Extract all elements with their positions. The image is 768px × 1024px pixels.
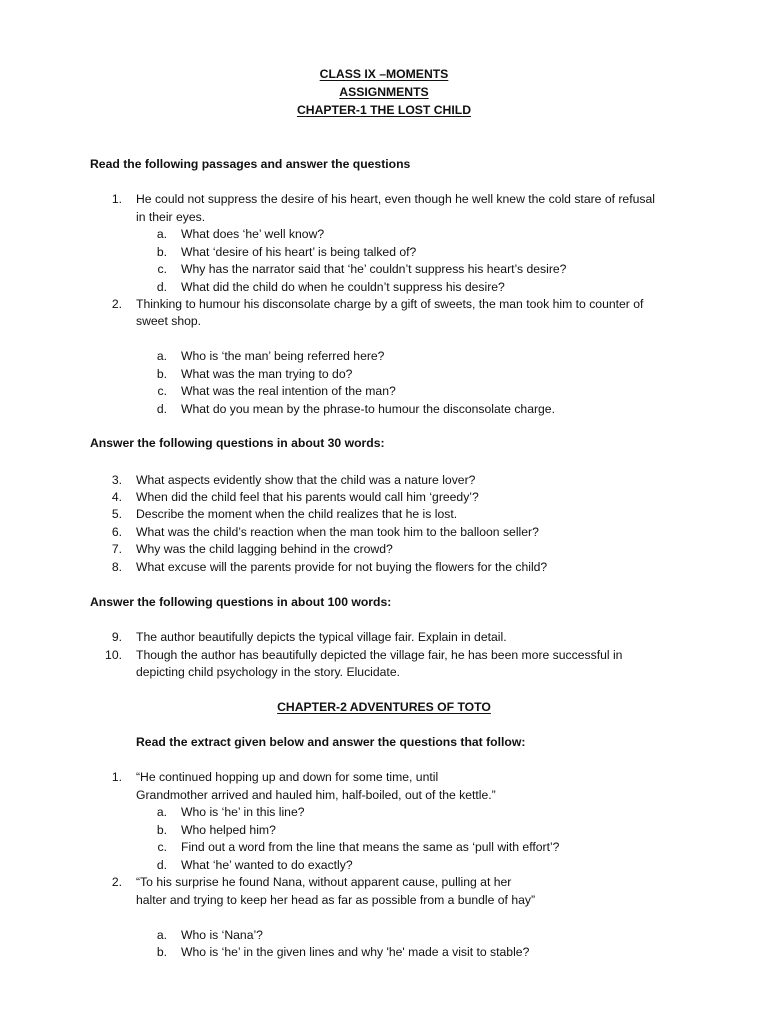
question-number: 5.: [111, 507, 122, 521]
ch2-q2-sub-text: Who is ‘he’ in the given lines and why 'he' made a visit to stable?: [181, 945, 530, 959]
q1-text-line1: He could not suppress the desire of his heart, even though he well knew the cold stare of refusal: [136, 192, 655, 206]
question-number: 6.: [111, 525, 122, 539]
q1-number: 1.: [111, 192, 122, 206]
q2-number: 2.: [111, 297, 122, 311]
ch2-q1-number: 1.: [111, 770, 122, 784]
ch2-q2-sub-text: Who is ‘Nana’?: [181, 928, 263, 942]
ch2-q1-sub-text: Who is ‘he’ in this line?: [181, 805, 305, 819]
ch2-q1-text-line1: “He continued hopping up and down for some time, until: [136, 770, 439, 784]
question-text: What aspects evidently show that the child was a nature lover?: [136, 473, 476, 487]
question-number: 3.: [111, 473, 122, 487]
q2-sub-label: c.: [157, 384, 167, 398]
q1-sub-label: c.: [157, 262, 167, 276]
q2-sub-label: a.: [156, 349, 167, 363]
q2-text-line2: sweet shop.: [136, 314, 202, 328]
q2-sub-label: d.: [156, 402, 167, 416]
q10-text-line1: Though the author has beautifully depicted the village fair, he has been more successful in: [136, 648, 623, 662]
q1-sub-text: What did the child do when he couldn’t suppress his desire?: [181, 280, 505, 294]
section-3-heading: Answer the following questions in about 100 words:: [90, 595, 392, 609]
q1-sub-text: What ‘desire of his heart’ is being talked of?: [181, 245, 417, 259]
q10-text-line2: depicting child psychology in the story. Elucidate.: [136, 665, 400, 679]
chapter-2-title: CHAPTER-2 ADVENTURES OF TOTO: [277, 700, 491, 714]
q2-sub-text: What was the man trying to do?: [181, 367, 353, 381]
q1-sub-text: Why has the narrator said that ‘he’ couldn’t suppress his heart’s desire?: [181, 262, 567, 276]
ch2-q2-text-line2: halter and trying to keep her head as far as possible from a bundle of hay”: [136, 893, 536, 907]
ch2-q1-sub-label: c.: [157, 840, 167, 854]
ch2-q1-sub-label: a.: [156, 805, 167, 819]
ch2-q1-sub-text: Find out a word from the line that means the same as ‘pull with effort’?: [181, 840, 560, 854]
ch2-q2-sub-label: a.: [156, 928, 167, 942]
ch2-q1-sub-text: What ‘he’ wanted to do exactly?: [181, 858, 353, 872]
q2-text-line1: Thinking to humour his disconsolate charge by a gift of sweets, the man took him to counter of: [136, 297, 644, 311]
ch2-q1-text-line2: Grandmother arrived and hauled him, half-boiled, out of the kettle.”: [136, 788, 496, 802]
question-number: 8.: [111, 560, 122, 574]
ch2-q1-sub-label: b.: [156, 823, 167, 837]
q1-sub-text: What does ‘he’ well know?: [181, 227, 325, 241]
q2-sub-label: b.: [156, 367, 167, 381]
ch2-q1-sub-text: Who helped him?: [181, 823, 276, 837]
q2-sub-text: What was the real intention of the man?: [181, 384, 396, 398]
header-class-title: CLASS IX –MOMENTS: [319, 67, 449, 81]
header-assignments: ASSIGNMENTS: [339, 85, 429, 99]
question-text: What excuse will the parents provide for not buying the flowers for the child?: [136, 560, 548, 574]
question-number: 7.: [111, 542, 122, 556]
question-text: Describe the moment when the child realizes that he is lost.: [136, 507, 458, 521]
question-text: When did the child feel that his parents would call him ‘greedy’?: [136, 490, 479, 504]
q2-sub-text: Who is ‘the man’ being referred here?: [181, 349, 385, 363]
ch2-q2-sub-label: b.: [156, 945, 167, 959]
q1-sub-label: b.: [156, 245, 167, 259]
header-chapter-1-title: CHAPTER-1 THE LOST CHILD: [296, 103, 471, 117]
section-2-heading: Answer the following questions in about 30 words:: [90, 436, 385, 450]
q1-sub-label: d.: [156, 280, 167, 294]
section-1-heading: Read the following passages and answer the questions: [90, 157, 411, 171]
q9-number: 9.: [111, 630, 122, 644]
q1-sub-label: a.: [156, 227, 167, 241]
q9-text: The author beautifully depicts the typical village fair. Explain in detail.: [136, 630, 507, 644]
ch2-q1-sub-label: d.: [156, 858, 167, 872]
ch2-q2-number: 2.: [111, 875, 122, 889]
q10-number: 10.: [105, 648, 122, 662]
question-number: 4.: [111, 490, 122, 504]
ch2-q2-text-line1: “To his surprise he found Nana, without apparent cause, pulling at her: [136, 875, 512, 889]
q2-sub-text: What do you mean by the phrase-to humour the disconsolate charge.: [181, 402, 555, 416]
question-text: Why was the child lagging behind in the crowd?: [136, 542, 393, 556]
question-text: What was the child’s reaction when the man took him to the balloon seller?: [136, 525, 539, 539]
chapter-2-heading: Read the extract given below and answer the questions that follow:: [136, 735, 526, 749]
q1-text-line2: in their eyes.: [136, 210, 206, 224]
